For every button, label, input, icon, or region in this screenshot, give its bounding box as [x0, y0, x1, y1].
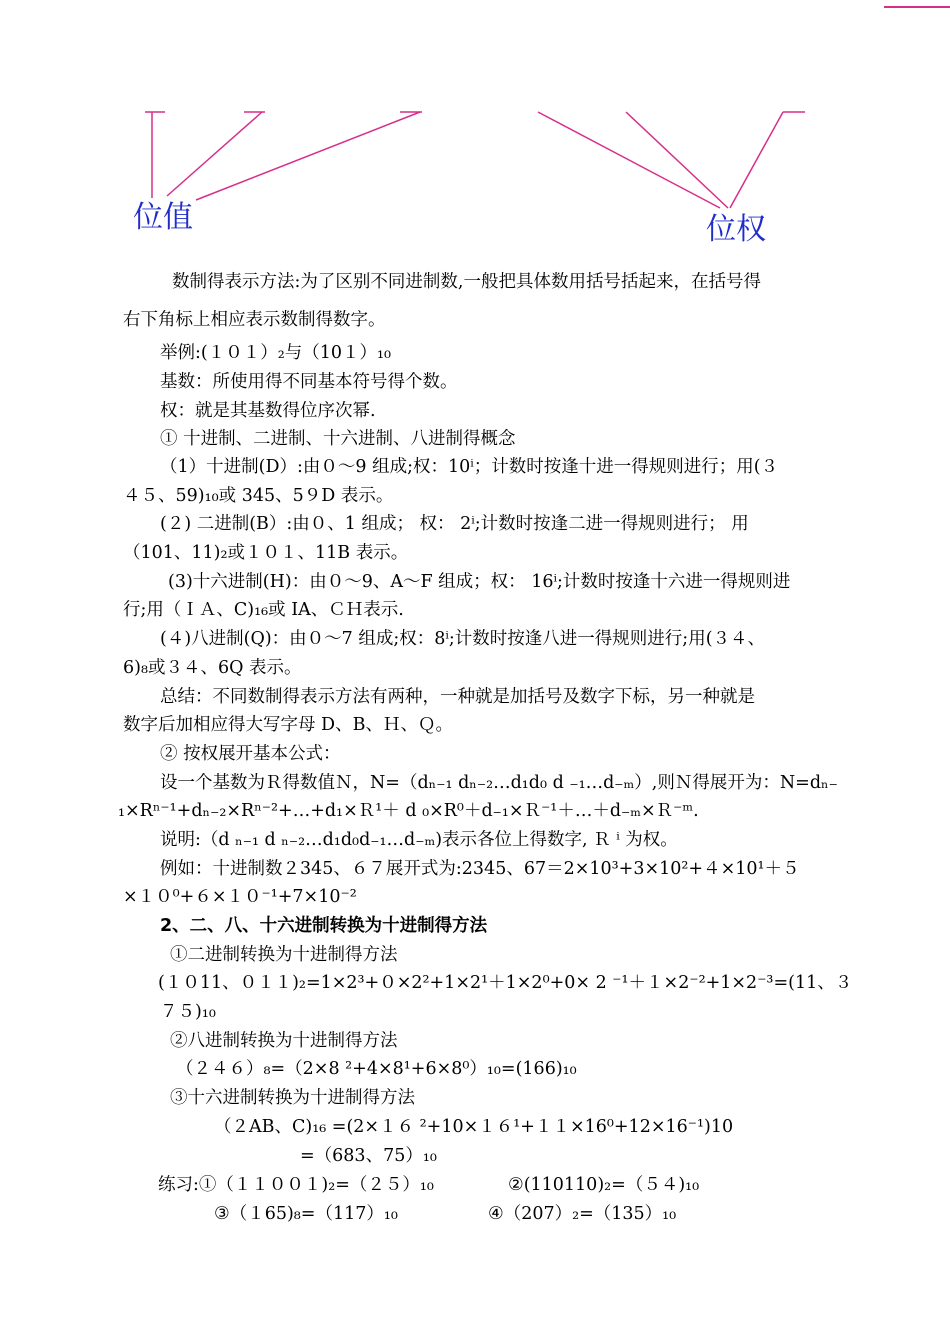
text-line: ×１０⁰+６×１０⁻¹+7×10⁻²	[123, 887, 357, 907]
text-line: （２AB、C)₁₆ =(2×１６ ²+10×１６¹+１１×16⁰+12×16⁻¹)10	[214, 1117, 734, 1137]
text-line: （２４６）₈=（2×8 ²+4×8¹+6×8⁰）₁₀=(166)₁₀	[176, 1059, 577, 1079]
text-line: (１０11、０１１)₂=1×2³+０×2²+1×2¹＋1×2⁰+0× 2 ⁻¹＋１×2⁻²+1×2⁻³=(11、３	[158, 973, 853, 993]
text-line: ②八进制转换为十进制得方法	[170, 1031, 398, 1051]
text-line: 基数：所使用得不同基本符号得个数。	[160, 372, 458, 392]
text-line: 行;用（ＩＡ、C)₁₆或 IA、ＣＨ表示.	[123, 600, 404, 620]
text-line: ② 按权展开基本公式：	[160, 744, 341, 764]
text-line: ③十六进制转换为十进制得方法	[170, 1088, 415, 1108]
text-line: 6)₈或３４、6Q 表示。	[123, 658, 302, 678]
text-line: 总结：不同数制得表示方法有两种，一种就是加括号及数字下标，另一种就是	[160, 687, 755, 707]
exercise-line: ②(110110)₂=（５４)₁₀	[508, 1175, 700, 1195]
text-line: 右下角标上相应表示数制得数字。	[123, 310, 386, 330]
pointer-line	[730, 112, 783, 208]
text-line: ① 十进制、二进制、十六进制、八进制得概念	[160, 429, 516, 449]
label-position-weight: 位权	[706, 212, 766, 247]
text-line: 数字后加相应得大写字母 D、B、Ｈ、Ｑ。	[123, 715, 453, 735]
text-line: 权：就是其基数得位序次幂.	[160, 401, 376, 421]
text-line: ４５、59)₁₀或 345、5９D 表示。	[123, 486, 394, 506]
label-position-value: 位值	[133, 200, 193, 235]
text-line: (２) 二进制(B）:由０、1 组成； 权： 2ⁱ;计数时按逢二进一得规则进行； 用	[160, 514, 749, 534]
pointer-line	[167, 112, 262, 196]
text-line: 举例:(１０１）₂与（10１）₁₀	[160, 343, 392, 363]
text-line: ①二进制转换为十进制得方法	[170, 945, 398, 965]
exercise-line: 练习:①（１１００１)₂=（２５）₁₀	[158, 1175, 434, 1195]
text-line: （1）十进制(D）:由０～9 组成;权：10ⁱ；计数时按逢十进一得规则进行；用(３	[160, 457, 779, 477]
exercise-line: ③（１65)₈=（117）₁₀	[214, 1204, 398, 1224]
text-line: 例如：十进制数２345、６７展开式为:2345、67＝2×10³+3×10²+４×10¹＋５	[160, 859, 800, 879]
text-line: 数制得表示方法:为了区别不同进制数,一般把具体数用括号括起来，在括号得	[172, 272, 761, 292]
text-line: (3)十六进制(H)：由０～9、A～F 组成；权： 16ⁱ;计数时按逢十六进一得规则进	[168, 572, 791, 592]
section-heading: 2、二、八、十六进制转换为十进制得方法	[160, 916, 488, 936]
text-line: 说明:（d ₙ₋₁ d ₙ₋₂…d₁d₀d₋₁…d₋ₘ)表示各位上得数字, Ｒ ⁱ 为权。	[160, 830, 678, 850]
text-line: （101、11)₂或１０１、11B 表示。	[123, 543, 409, 563]
pointer-line	[196, 112, 420, 200]
text-line: ７５)₁₀	[160, 1002, 216, 1022]
text-line: (４)八进制(Q)：由０～7 组成;权：8ⁱ;计数时按逢八进一得规则进行;用(３４、	[160, 629, 766, 649]
text-line: 设一个基数为Ｒ得数值Ｎ，N=（dₙ₋₁ dₙ₋₂…d₁d₀ d ₋₁…d₋ₘ）,则Ｎ得展开为：N=dₙ₋	[160, 773, 838, 793]
pointer-line	[626, 112, 728, 208]
pointer-line	[538, 112, 720, 208]
text-line: =（683、75）₁₀	[300, 1146, 437, 1166]
text-line: ₁×Rⁿ⁻¹+dₙ₋₂×Rⁿ⁻²+…+d₁×Ｒ¹＋ d ₀×R⁰＋d₋₁×Ｒ⁻¹＋…＋d₋ₘ×Ｒ⁻ᵐ.	[118, 801, 699, 821]
exercise-line: ④（207）₂=（135）₁₀	[488, 1204, 677, 1224]
